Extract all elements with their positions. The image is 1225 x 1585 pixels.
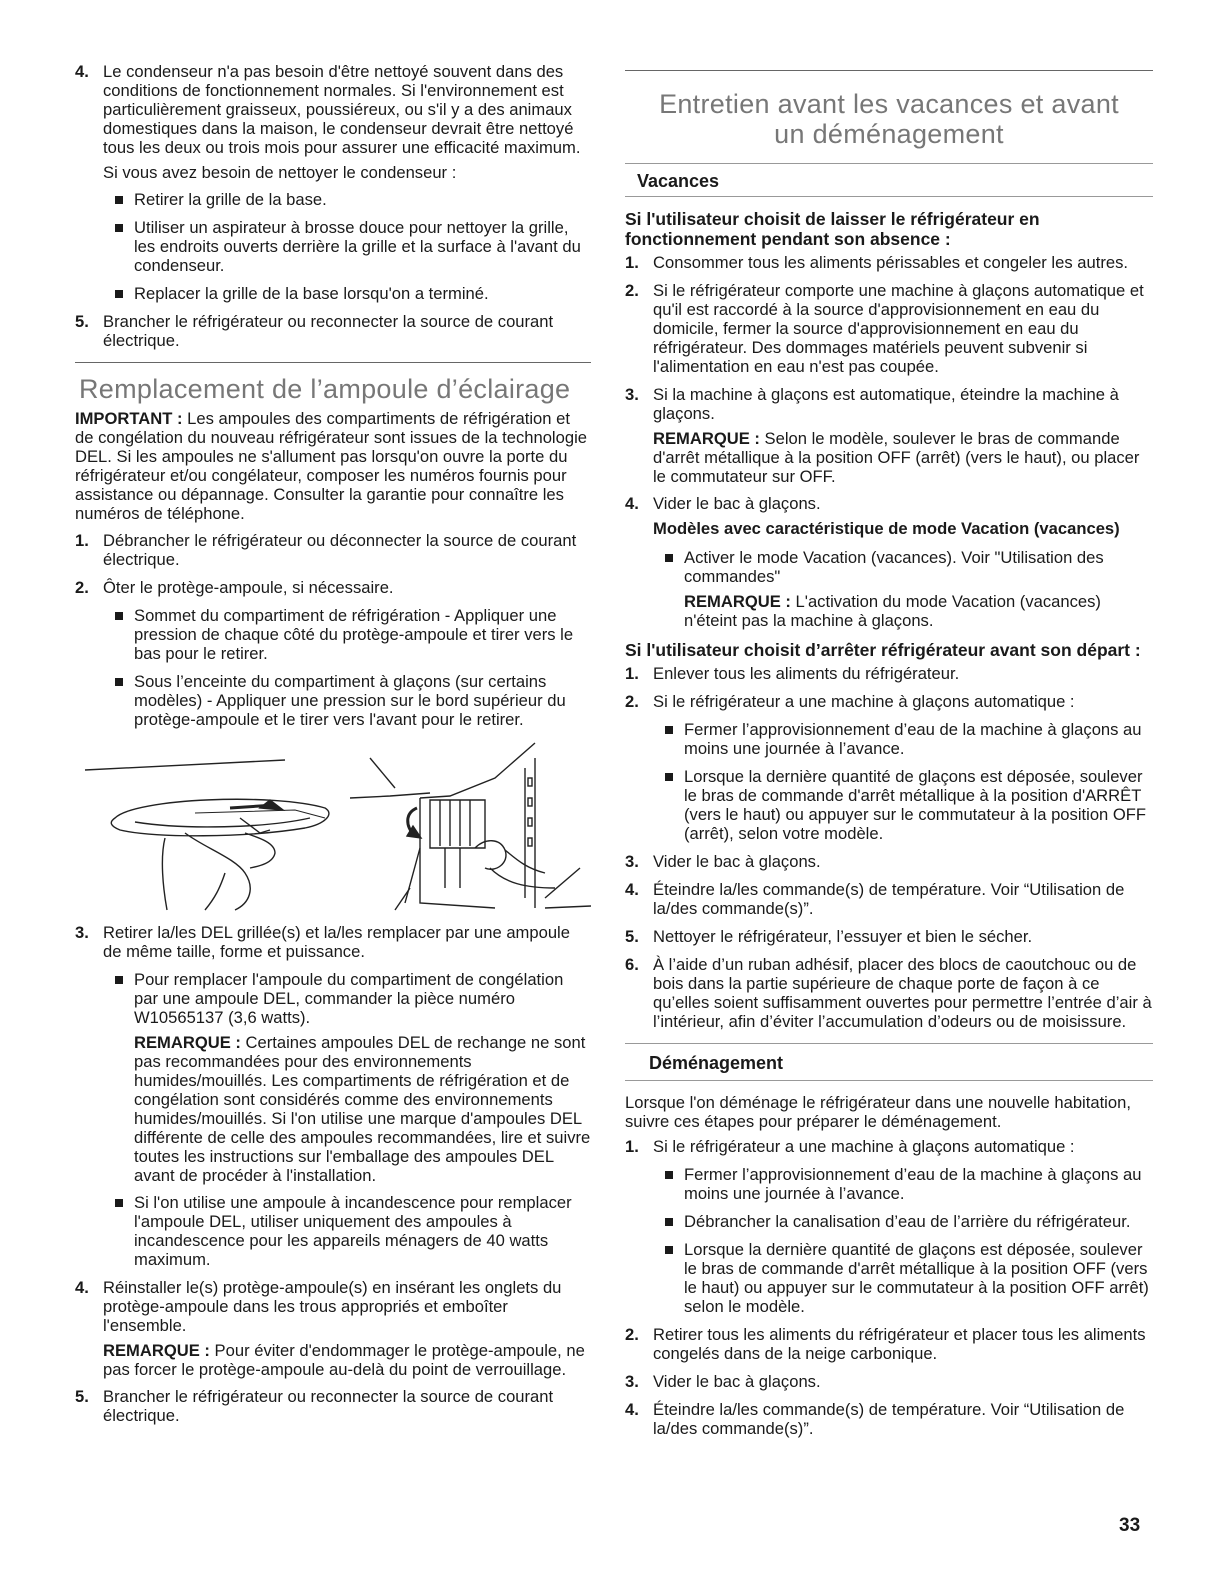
list-item — [625, 385, 1153, 423]
note-label: REMARQUE : — [653, 429, 760, 448]
note-paragraph — [684, 592, 1153, 630]
note-label: REMARQUE : — [684, 592, 791, 611]
bullet-text: Pour remplacer l'ampoule du compartiment de congélation par une ampoule DEL, commander la pièce numéro W10565137 (3,6 watts). — [134, 970, 564, 1027]
note-paragraph — [103, 1341, 591, 1379]
section-title-line-1: Entretien avant les vacances et avant — [659, 89, 1119, 119]
bullet-text: Utiliser un aspirateur à brosse douce pour nettoyer la grille, les endroits ouverts derrière la grille et la surface à l'avant du condenseur. — [134, 218, 581, 275]
left-column — [75, 62, 591, 1434]
bullet-item — [103, 218, 591, 275]
step-1 — [75, 531, 591, 569]
bullet-text: Si l'on utilise une ampoule à incandescence pour remplacer l'ampoule DEL, utiliser uniquement des ampoules à incandescence pour les appareils ménagers de 40 watts maximum. — [134, 1193, 572, 1269]
bullet-item — [103, 970, 591, 1027]
step-4 — [75, 1278, 591, 1335]
bullet-icon — [115, 1199, 123, 1207]
list-text: Si la machine à glaçons est automatique, éteindre la machine à glaçons. — [653, 385, 1119, 423]
list-item — [625, 927, 1153, 946]
list-text: Si le réfrigérateur comporte une machine à glaçons automatique et qu'il est raccordé à la source d'approvisionnement en eau du domicile, fermer la source d'approvisionnement en eau du réfrigérateur. Des dommages matériels peuvent subvenir si l'alimentation en eau n'est pas coupée. — [653, 281, 1144, 376]
list-item — [625, 1325, 1153, 1363]
vacation-mode-heading: Modèles avec caractéristique de mode Vacation (vacances) — [653, 519, 1120, 538]
subsection-divider — [625, 196, 1153, 197]
list-number: 2. — [625, 692, 639, 711]
subsection-divider — [625, 1043, 1153, 1044]
list-number: 4. — [625, 1400, 639, 1419]
bullet-item — [653, 548, 1153, 586]
list-number: 5. — [75, 312, 89, 331]
list-text: Si le réfrigérateur a une machine à glaçons automatique : — [653, 1137, 1075, 1156]
list-text: Débrancher le réfrigérateur ou déconnecter la source de courant électrique. — [103, 531, 577, 569]
bullet-item — [103, 190, 591, 209]
list-number: 4. — [625, 494, 639, 513]
illustration-svg — [75, 738, 591, 913]
step-2 — [75, 578, 591, 597]
list-number: 2. — [625, 1325, 639, 1344]
bullet-item — [653, 1240, 1153, 1316]
bullet-text: Sommet du compartiment de réfrigération - Appliquer une pression de chaque côté du protège-ampoule et tirer vers le bas pour le retirer. — [134, 606, 574, 663]
step-5 — [75, 1387, 591, 1425]
list-text: Enlever tous les aliments du réfrigérateur. — [653, 664, 960, 683]
list-item-4 — [75, 62, 591, 157]
list-number: 1. — [625, 664, 639, 683]
light-shield-illustration — [75, 738, 591, 913]
list-text: Retirer tous les aliments du réfrigérateur et placer tous les aliments congelés dans de la neige carbonique. — [653, 1325, 1146, 1363]
list-text: Consommer tous les aliments périssables et congeler les autres. — [653, 253, 1128, 272]
list-text: Réinstaller le(s) protège-ampoule(s) en insérant les onglets du protège-ampoule dans les trous appropriés et emboîter l'ensemble. — [103, 1278, 562, 1335]
bullet-item — [653, 720, 1153, 758]
bullet-item — [653, 1212, 1153, 1231]
bullet-item — [103, 1193, 591, 1269]
list-number: 5. — [75, 1387, 89, 1406]
step-3 — [75, 923, 591, 961]
list-number: 5. — [625, 927, 639, 946]
important-text: Les ampoules des compartiments de réfrigération et de congélation du nouveau réfrigérateur sont issues de la technologie DEL. Si les ampoules ne s'allument pas lorsqu'on ouvre la porte du réfrigérateur et/ou congélateur, composer les numéros fournis pour assistance ou dépannage. Consulter la garantie pour connaître les numéros de téléphone. — [75, 409, 587, 523]
note-text: L'activation du mode Vacation (vacances) n'éteint pas la machine à glaçons. — [684, 592, 1101, 630]
list-number: 3. — [625, 852, 639, 871]
list-number: 3. — [75, 923, 89, 942]
list-number: 3. — [625, 1372, 639, 1391]
bullet-icon — [115, 224, 123, 232]
note-text: Pour éviter d'endommager le protège-ampoule, ne pas forcer le protège-ampoule au-delà du point de verrouillage. — [103, 1341, 585, 1379]
paragraph: Si vous avez besoin de nettoyer le condenseur : — [103, 163, 457, 182]
bullet-text: Sous l’enceinte du compartiment à glaçons (sur certains modèles) - Appliquer une pression sur le bord supérieur du protège-ampoule et le tirer vers l'avant pour le retirer. — [134, 672, 566, 729]
list-number: 1. — [625, 253, 639, 272]
list-number: 2. — [625, 281, 639, 300]
list-text: Brancher le réfrigérateur ou reconnecter la source de courant électrique. — [103, 1387, 554, 1425]
bullet-icon — [115, 290, 123, 298]
list-text: Éteindre la/les commande(s) de température. Voir “Utilisation de la/des commande(s)”. — [653, 880, 1125, 918]
bullet-icon — [115, 678, 123, 686]
bullet-text: Fermer l’approvisionnement d’eau de la machine à glaçons au moins une journée à l’avance. — [684, 1165, 1142, 1203]
bullet-icon — [115, 196, 123, 204]
list-number: 4. — [75, 62, 89, 81]
right-column — [625, 70, 1153, 1447]
note-text: Certaines ampoules DEL de rechange ne sont pas recommandées pour des environnements humides/mouillés. Les compartiments de réfrigération et de congélation sont considérés comme des environnements humides/mouillés. Si l'on utilise une marque d'ampoules DEL différente de celle des ampoules recommandées, lire et suivre toutes les instructions sur l'emballage des ampoules DEL avant de procéder à l'installation. — [134, 1033, 591, 1185]
bullet-item — [653, 767, 1153, 843]
bullet-item — [653, 1165, 1153, 1203]
list-item — [625, 1372, 1153, 1391]
list-number: 3. — [625, 385, 639, 404]
list-number: 2. — [75, 578, 89, 597]
bullet-text: Débrancher la canalisation d’eau de l’arrière du réfrigérateur. — [684, 1212, 1131, 1231]
bullet-text: Lorsque la dernière quantité de glaçons est déposée, soulever le bras de commande d'arrêt métallique à la position OFF (vers le haut) ou appuyer sur le commutateur à la position OFF arrêt) selon le modèle. — [684, 1240, 1149, 1316]
section-title: Remplacement de l’ampoule d’éclairage — [79, 374, 571, 404]
list-item — [625, 955, 1153, 1031]
bullet-icon — [665, 1218, 673, 1226]
note-paragraph — [134, 1033, 591, 1185]
subsection-divider — [625, 1080, 1153, 1081]
list-number: 4. — [75, 1278, 89, 1297]
list-text: Nettoyer le réfrigérateur, l’essuyer et bien le sécher. — [653, 927, 1033, 946]
list-item — [625, 253, 1153, 272]
list-text: Si le réfrigérateur a une machine à glaçons automatique : — [653, 692, 1075, 711]
list-number: 6. — [625, 955, 639, 974]
bullet-item — [103, 284, 591, 303]
list-text: Brancher le réfrigérateur ou reconnecter la source de courant électrique. — [103, 312, 554, 350]
important-label: IMPORTANT : — [75, 409, 183, 428]
list-item — [625, 852, 1153, 871]
list-item — [625, 1400, 1153, 1438]
list-text: À l’aide d’un ruban adhésif, placer des blocs de caoutchouc ou de bois dans la partie supérieure de chaque porte de façon à ce qu’elles soient suffisamment ouvertes pour permettre l’entrée d’air à l’intérieur, afin d’éviter l’accumulation d’odeurs ou de moisissure. — [653, 955, 1152, 1031]
list-text: Ôter le protège-ampoule, si nécessaire. — [103, 578, 394, 597]
section-title-line-2: un déménagement — [774, 119, 1004, 149]
bullet-text: Activer le mode Vacation (vacances). Voir "Utilisation des commandes" — [684, 548, 1104, 586]
bullet-icon — [665, 554, 673, 562]
vacances-heading: Vacances — [637, 171, 720, 191]
bullet-icon — [665, 1246, 673, 1254]
note-text: Selon le modèle, soulever le bras de commande d'arrêt métallique à la position OFF (arrêt) (vers le haut), ou placer le commutateur sur OFF. — [653, 429, 1140, 486]
bullet-text: Lorsque la dernière quantité de glaçons est déposée, soulever le bras de commande d'arrêt métallique à la position d'ARRÊT (vers le haut) ou appuyer sur le commutateur à la position OFF (arrêt), selon votre modèle. — [684, 767, 1147, 843]
bullet-text: Replacer la grille de la base lorsqu'on a terminé. — [134, 284, 489, 303]
bullet-text: Fermer l’approvisionnement d’eau de la machine à glaçons au moins une journée à l’avance. — [684, 720, 1142, 758]
bullet-icon — [665, 726, 673, 734]
intro-paragraph: Lorsque l'on déménage le réfrigérateur dans une nouvelle habitation, suivre ces étapes pour préparer le déménagement. — [625, 1093, 1131, 1131]
subheading: Si l'utilisateur choisit de laisser le réfrigérateur en fonctionnement pendant son absence : — [625, 209, 1040, 249]
list-text: Vider le bac à glaçons. — [653, 852, 821, 871]
page-number: 33 — [1119, 1515, 1141, 1536]
list-item — [625, 494, 1153, 513]
list-text: Le condenseur n'a pas besoin d'être nettoyé souvent dans des conditions de fonctionnement normales. Si l'environnement est particulièrement graisseux, poussiéreux, ou s'il y a des animaux domestiques dans la maison, le condenseur devrait être nettoyé tous les deux ou trois mois pour assurer une efficacité maximum. — [103, 62, 581, 157]
bullet-item — [103, 606, 591, 663]
bullet-icon — [665, 773, 673, 781]
list-text: Vider le bac à glaçons. — [653, 494, 821, 513]
demenagement-heading: Déménagement — [649, 1053, 784, 1073]
bullet-icon — [115, 976, 123, 984]
bullet-icon — [665, 1171, 673, 1179]
list-item — [625, 664, 1153, 683]
note-label: REMARQUE : — [134, 1033, 241, 1052]
list-item — [625, 880, 1153, 918]
important-paragraph — [75, 409, 591, 523]
list-item — [625, 1137, 1153, 1156]
bullet-icon — [115, 612, 123, 620]
subsection-divider — [625, 163, 1153, 164]
note-label: REMARQUE : — [103, 1341, 210, 1360]
section-divider — [625, 70, 1153, 71]
section-title — [625, 89, 1153, 149]
list-item — [625, 281, 1153, 376]
subheading: Si l'utilisateur choisit d’arrêter réfrigérateur avant son départ : — [625, 640, 1141, 660]
list-number: 1. — [75, 531, 89, 550]
section-divider — [75, 362, 591, 363]
list-text: Vider le bac à glaçons. — [653, 1372, 821, 1391]
bullet-text: Retirer la grille de la base. — [134, 190, 327, 209]
list-item-5 — [75, 312, 591, 350]
list-text: Retirer la/les DEL grillée(s) et la/les remplacer par une ampoule de même taille, forme et puissance. — [103, 923, 570, 961]
list-item — [625, 692, 1153, 711]
list-text: Éteindre la/les commande(s) de température. Voir “Utilisation de la/des commande(s)”. — [653, 1400, 1125, 1438]
note-paragraph — [653, 429, 1153, 486]
list-number: 1. — [625, 1137, 639, 1156]
bullet-item — [103, 672, 591, 729]
list-number: 4. — [625, 880, 639, 899]
